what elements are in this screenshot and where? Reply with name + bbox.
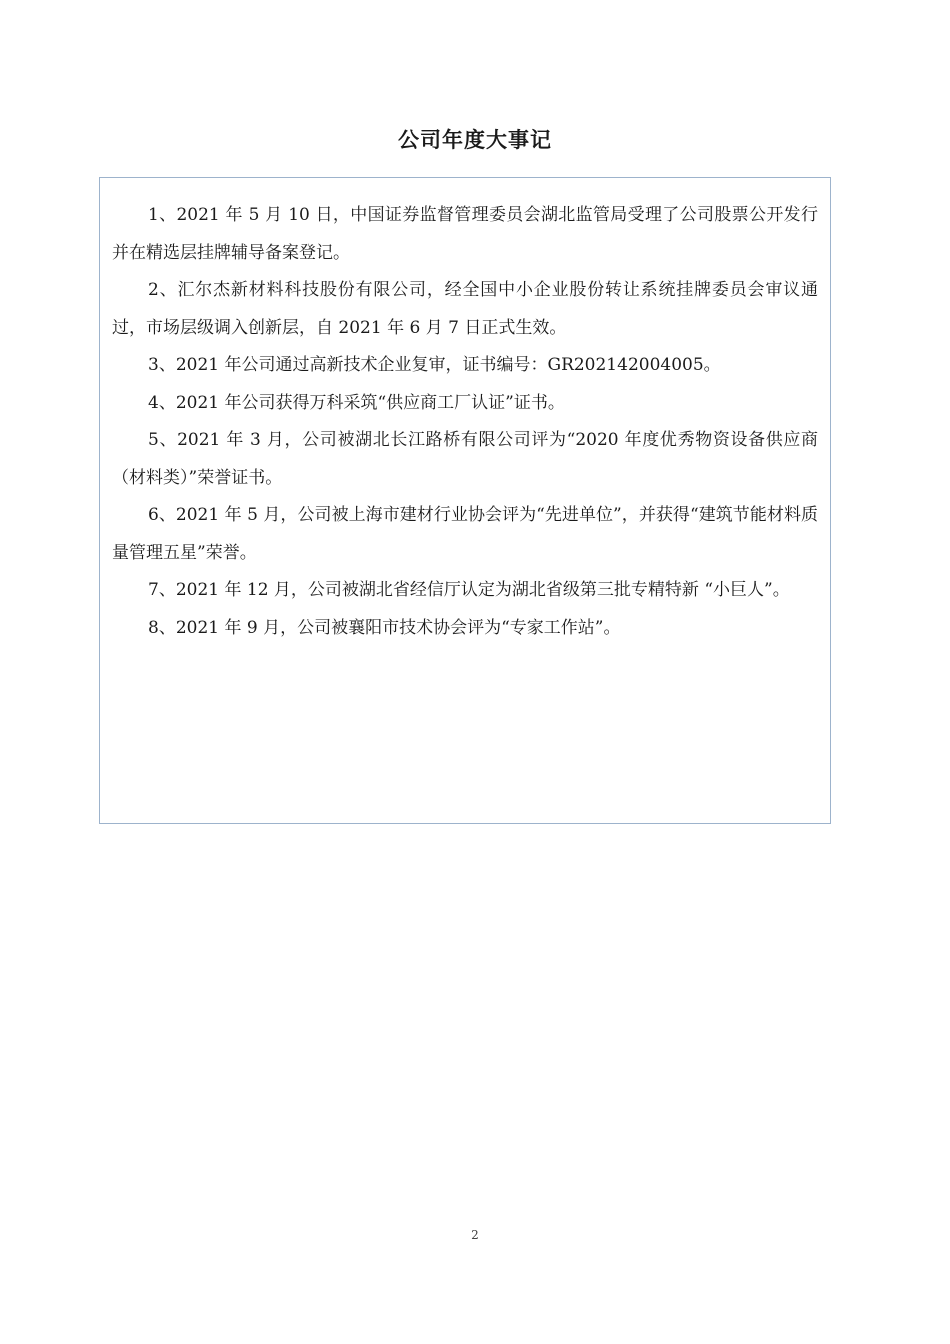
event-item-1: 1、2021 年 5 月 10 日，中国证券监督管理委员会湖北监管局受理了公司股票公开发行并在精选层挂牌辅导备案登记。 <box>112 205 818 263</box>
event-item-4: 4、2021 年公司获得万科采筑“供应商工厂认证”证书。 <box>148 392 565 413</box>
event-item-8: 8、2021 年 9 月，公司被襄阳市技术协会评为“专家工作站”。 <box>148 617 621 638</box>
event-item-6: 6、2021 年 5 月，公司被上海市建材行业协会评为“先进单位”，并获得“建筑节能材料质量管理五星”荣誉。 <box>112 505 818 563</box>
page-title: 公司年度大事记 <box>398 128 552 152</box>
event-item-5: 5、2021 年 3 月，公司被湖北长江路桥有限公司评为“2020 年度优秀物资设备供应商（材料类）”荣誉证书。 <box>112 430 818 488</box>
page-number: 2 <box>471 1228 479 1242</box>
events-box <box>99 177 831 824</box>
event-item-3: 3、2021 年公司通过高新技术企业复审，证书编号：GR202142004005。 <box>148 355 721 375</box>
event-item-7: 7、2021 年 12 月，公司被湖北省经信厅认定为湖北省级第三批专精特新 “小巨人”。 <box>148 580 790 600</box>
event-item-2: 2、汇尔杰新材料科技股份有限公司，经全国中小企业股份转让系统挂牌委员会审议通过，市场层级调入创新层，自 2021 年 6 月 7 日正式生效。 <box>112 280 818 338</box>
